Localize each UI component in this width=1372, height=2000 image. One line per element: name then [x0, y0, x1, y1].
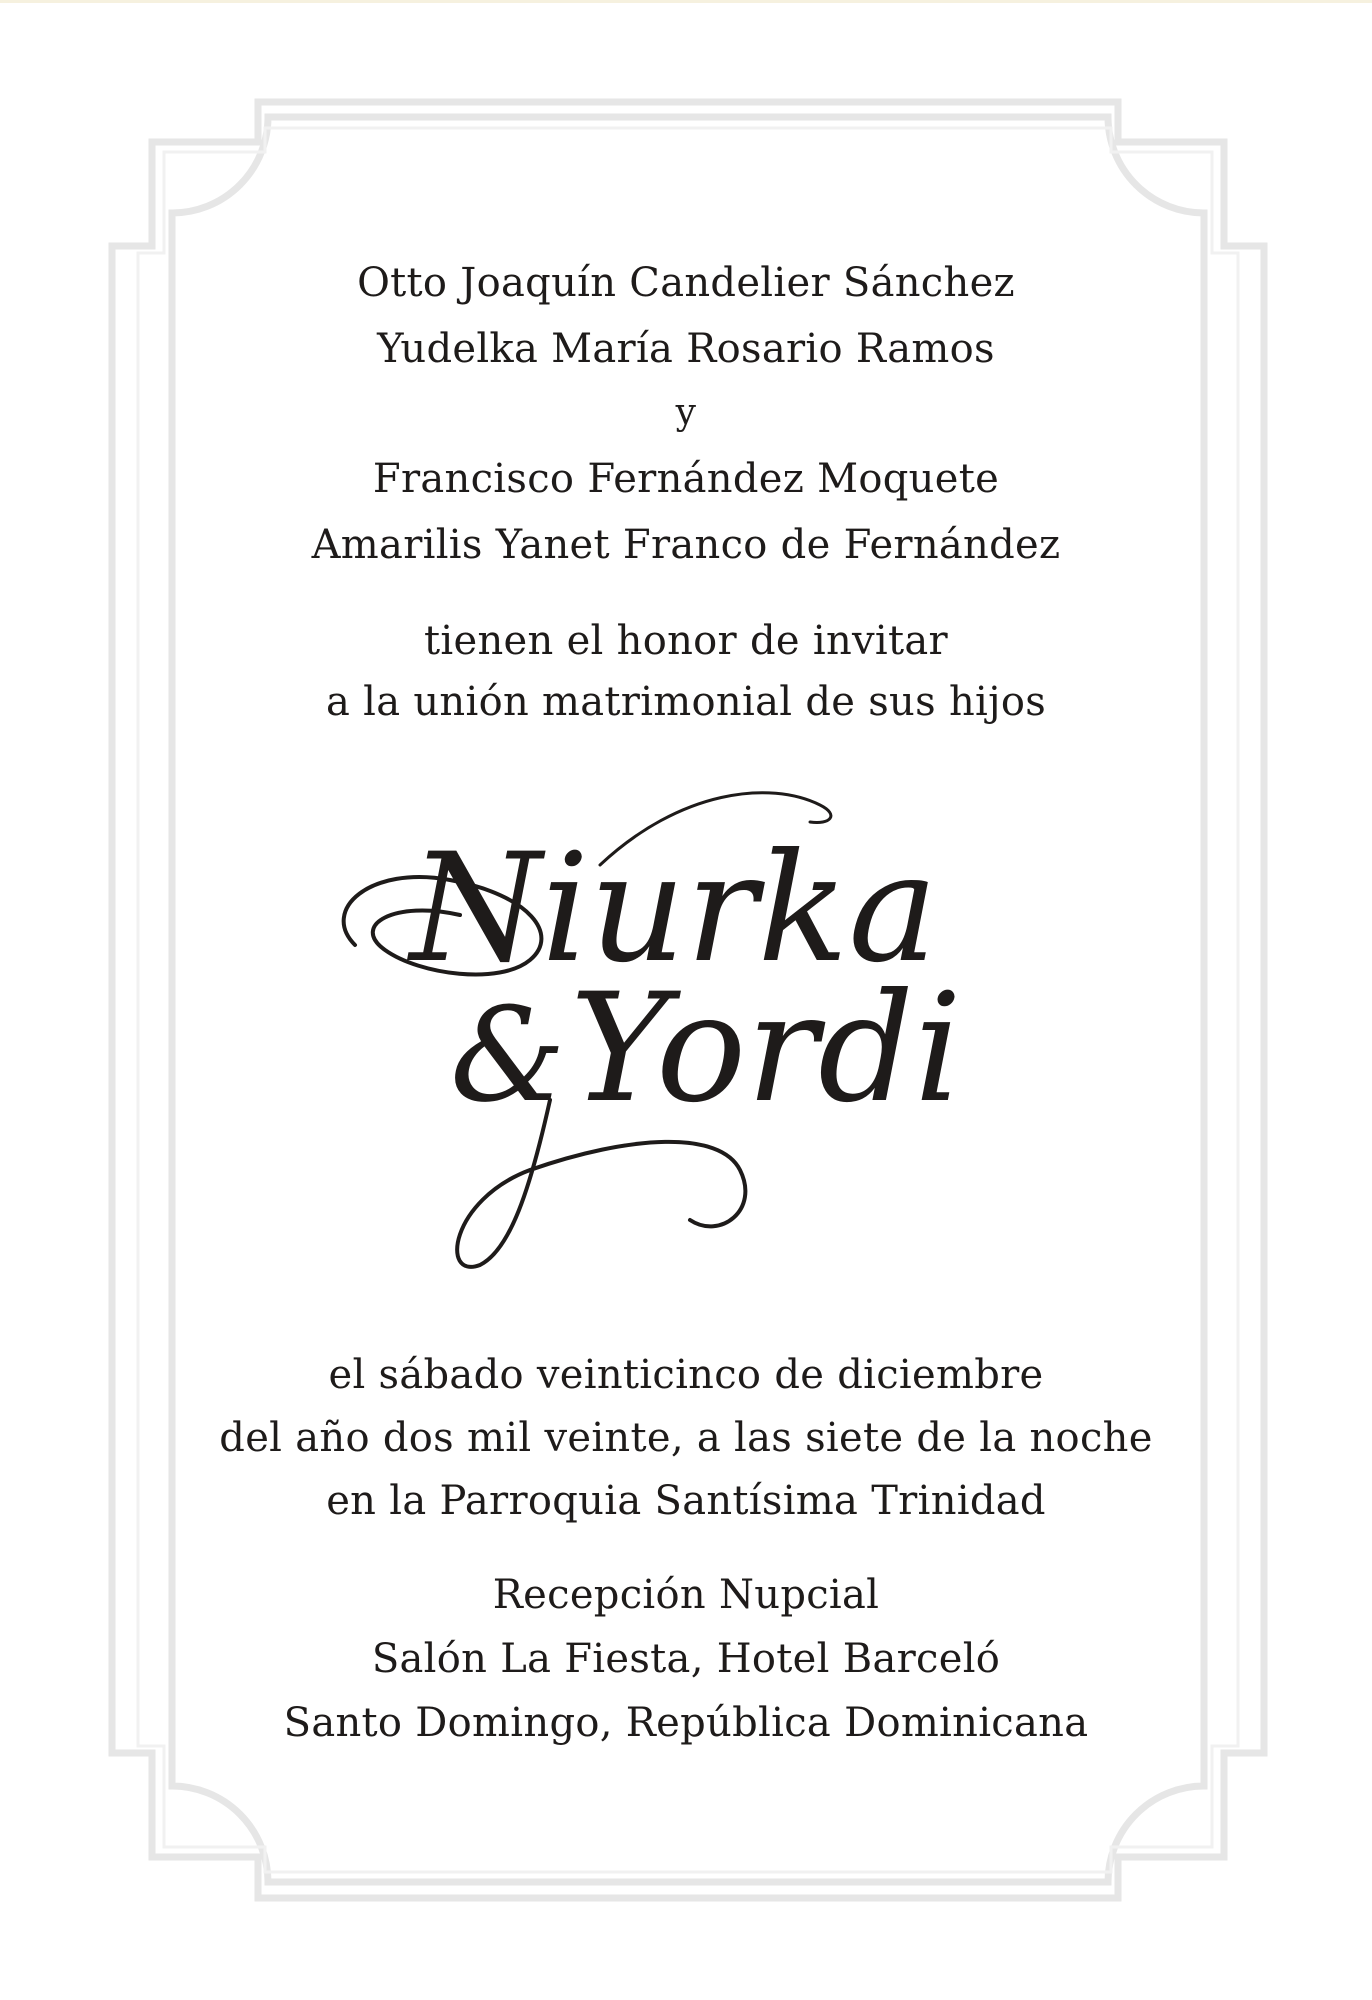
invitation-line-1: tienen el honor de invitar: [424, 618, 948, 664]
groom-father-name: Otto Joaquín Candelier Sánchez: [357, 260, 1015, 306]
couple-names-art: [300, 770, 1060, 1310]
event-date: el sábado veinticinco de diciembre: [328, 1352, 1044, 1398]
couple-name-1: Niurka: [410, 822, 938, 996]
groom-mother-name: Yudelka María Rosario Ramos: [377, 326, 995, 372]
reception-block: [0, 1572, 1372, 1767]
hosts-block: [0, 260, 1372, 591]
couple-name-2: Yordi: [570, 962, 962, 1136]
bride-mother-name: Amarilis Yanet Franco de Fernández: [311, 522, 1061, 568]
reception-title: Recepción Nupcial: [492, 1572, 880, 1618]
couple-ampersand: &: [450, 979, 566, 1131]
event-venue: en la Parroquia Santísima Trinidad: [326, 1478, 1046, 1524]
event-block: [0, 1352, 1372, 1544]
event-year-time: del año dos mil veinte, a las siete de la noche: [219, 1415, 1153, 1461]
invitation-line-2: a la unión matrimonial de sus hijos: [325, 679, 1047, 725]
reception-location: Santo Domingo, República Dominicana: [283, 1700, 1089, 1746]
reception-venue: Salón La Fiesta, Hotel Barceló: [371, 1636, 1001, 1682]
hosts-connector: y: [675, 392, 697, 433]
invitation-block: [0, 618, 1372, 743]
bride-father-name: Francisco Fernández Moquete: [372, 456, 1000, 502]
